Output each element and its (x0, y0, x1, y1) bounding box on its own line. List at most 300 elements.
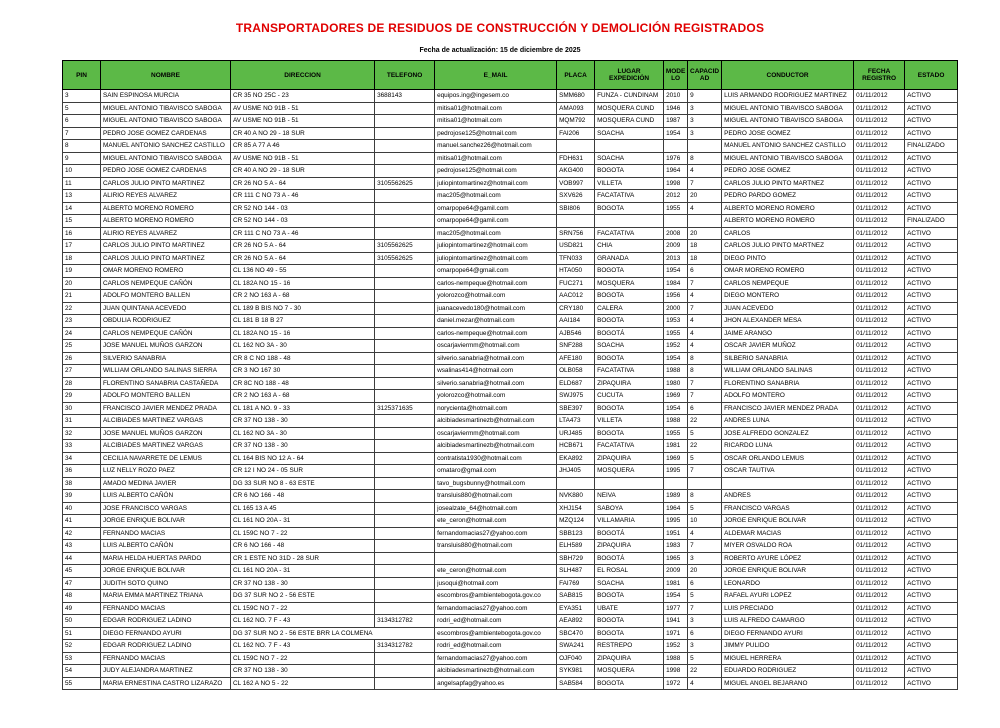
cell-fecha-registro: 01/11/2012 (854, 565, 905, 578)
cell-pin: 41 (63, 515, 101, 528)
cell-estado: ACTIVO (905, 315, 958, 328)
cell-fecha-registro: 01/11/2012 (854, 127, 905, 140)
cell-email: rodri_ed@hotmail.com (435, 615, 557, 628)
cell-pin: 28 (63, 377, 101, 390)
cell-estado: ACTIVO (905, 415, 958, 428)
cell-pin: 3 (63, 90, 101, 103)
cell-fecha-registro: 01/11/2012 (854, 302, 905, 315)
table-row (63, 327, 958, 340)
cell-telefono (375, 390, 435, 403)
cell-direccion: CL 159C NO 7 - 22 (231, 527, 375, 540)
cell-nombre: FLORENTINO SANABRIA CASTAÑEDA (101, 377, 231, 390)
cell-estado: ACTIVO (905, 627, 958, 640)
cell-telefono (375, 477, 435, 490)
cell-telefono: 3688143 (375, 90, 435, 103)
cell-modelo: 1981 (664, 577, 688, 590)
cell-estado: ACTIVO (905, 190, 958, 203)
cell-lugar-expedicion: BOGOTA (595, 290, 664, 303)
cell-telefono: 3105562625 (375, 252, 435, 265)
cell-placa (557, 215, 595, 228)
cell-placa: SAB584 (557, 677, 595, 690)
cell-conductor: ALBERTO MORENO ROMERO (722, 215, 854, 228)
cell-modelo: 1998 (664, 177, 688, 190)
cell-nombre: EDGAR RODRIGUEZ LADINO (101, 640, 231, 653)
table-row (63, 477, 958, 490)
cell-conductor: LUIS PRECIADO (722, 602, 854, 615)
cell-lugar-expedicion: BOGOTA (595, 265, 664, 278)
cell-pin: 11 (63, 177, 101, 190)
cell-direccion: CR 40 A NO 29 - 18 SUR (231, 127, 375, 140)
cell-pin: 13 (63, 190, 101, 203)
cell-placa: SBB123 (557, 527, 595, 540)
cell-direccion: CL 162 NO. 7 F - 43 (231, 615, 375, 628)
cell-conductor: DIEGO FERNANDO AYURI (722, 627, 854, 640)
cell-email (435, 552, 557, 565)
cell-conductor: FRANCISCO JAVIER MENDEZ PRADA (722, 402, 854, 415)
cell-nombre: MANUEL ANTONIO SANCHEZ CASTILLO (101, 140, 231, 153)
cell-pin: 43 (63, 540, 101, 553)
cell-telefono (375, 565, 435, 578)
cell-nombre: ALIRIO REYES ALVAREZ (101, 227, 231, 240)
cell-direccion: CR 37 NO 138 - 30 (231, 577, 375, 590)
cell-pin: 8 (63, 140, 101, 153)
cell-direccion: CR 12 I NO 24 - 05 SUR (231, 465, 375, 478)
cell-conductor: OMAR MORENO ROMERO (722, 265, 854, 278)
cell-pin: 31 (63, 415, 101, 428)
cell-pin: 39 (63, 490, 101, 503)
cell-telefono (375, 415, 435, 428)
cell-direccion: DG 37 SUR NO 2 - 56 ESTE BRR LA COLMENA (231, 627, 375, 640)
cell-modelo: 1976 (664, 152, 688, 165)
cell-email: juliopintomartinez@hotmail.com (435, 177, 557, 190)
cell-capacidad: 20 (688, 227, 722, 240)
cell-pin: 10 (63, 165, 101, 178)
cell-nombre: JOSE MANUEL MUÑOS GARZON (101, 340, 231, 353)
cell-lugar-expedicion: VILLETA (595, 177, 664, 190)
table-row (63, 390, 958, 403)
table-row (63, 252, 958, 265)
cell-email: alcibiadesmartinezb@hotmail.com (435, 440, 557, 453)
cell-conductor: MIGUEL HERRERA (722, 652, 854, 665)
cell-lugar-expedicion: UBATE (595, 602, 664, 615)
cell-telefono (375, 352, 435, 365)
cell-modelo: 1995 (664, 465, 688, 478)
cell-placa: VOB997 (557, 177, 595, 190)
cell-placa: AMA093 (557, 102, 595, 115)
cell-lugar-expedicion: FACATATIVA (595, 227, 664, 240)
cell-estado: ACTIVO (905, 327, 958, 340)
column-header-direccion: DIRECCION (231, 61, 375, 90)
cell-telefono (375, 102, 435, 115)
cell-conductor: LUIS ARMANDO RODRIGUEZ MARTINEZ (722, 90, 854, 103)
cell-estado: ACTIVO (905, 102, 958, 115)
cell-capacidad: 22 (688, 665, 722, 678)
cell-conductor: JHON ALEXANDER MESA (722, 315, 854, 328)
cell-nombre: LUIS ALBERTO CAÑÓN (101, 490, 231, 503)
cell-telefono (375, 215, 435, 228)
cell-capacidad: 7 (688, 465, 722, 478)
cell-pin: 52 (63, 640, 101, 653)
cell-fecha-registro: 01/11/2012 (854, 215, 905, 228)
cell-email: juliopintomartinez@hotmail.com (435, 240, 557, 253)
cell-telefono (375, 140, 435, 153)
cell-telefono (375, 527, 435, 540)
cell-estado: ACTIVO (905, 352, 958, 365)
cell-modelo: 2013 (664, 252, 688, 265)
table-row (63, 415, 958, 428)
cell-telefono (375, 115, 435, 128)
cell-conductor: JUAN ACEVEDO (722, 302, 854, 315)
cell-modelo: 1946 (664, 102, 688, 115)
cell-direccion: CL 182A NO 15 - 16 (231, 277, 375, 290)
cell-email: norycienta@hotmail.com (435, 402, 557, 415)
cell-direccion: CR 2 NO 163 A - 68 (231, 390, 375, 403)
cell-estado: ACTIVO (905, 402, 958, 415)
cell-pin: 47 (63, 577, 101, 590)
cell-fecha-registro: 01/11/2012 (854, 602, 905, 615)
cell-email: silverio.sanabria@hotmail.com (435, 352, 557, 365)
cell-placa: XHJ154 (557, 502, 595, 515)
column-header-capacidad: CAPACIDAD (688, 61, 722, 90)
cell-capacidad (688, 140, 722, 153)
cell-nombre: JORGE ENRIQUE BOLIVAR (101, 515, 231, 528)
cell-email: carlos-nempeque@hotmail.com (435, 277, 557, 290)
cell-estado: ACTIVO (905, 90, 958, 103)
table-row (63, 240, 958, 253)
cell-modelo: 1971 (664, 627, 688, 640)
cell-pin: 14 (63, 202, 101, 215)
table-row (63, 640, 958, 653)
cell-estado: ACTIVO (905, 277, 958, 290)
cell-direccion: CR 35 NO 25C - 23 (231, 90, 375, 103)
cell-estado: ACTIVO (905, 390, 958, 403)
table-row (63, 115, 958, 128)
cell-lugar-expedicion: BOGOTA (595, 627, 664, 640)
cell-capacidad: 4 (688, 165, 722, 178)
cell-fecha-registro: 01/11/2012 (854, 152, 905, 165)
table-row (63, 652, 958, 665)
cell-conductor: JORGE ENRIQUE BOLIVAR (722, 515, 854, 528)
cell-fecha-registro: 01/11/2012 (854, 277, 905, 290)
cell-pin: 42 (63, 527, 101, 540)
cell-placa: MZQ124 (557, 515, 595, 528)
cell-telefono (375, 427, 435, 440)
cell-conductor: MIGUEL ANTONIO TIBAVISCO SABOGA (722, 102, 854, 115)
cell-estado: ACTIVO (905, 265, 958, 278)
cell-lugar-expedicion: BOGOTA (595, 615, 664, 628)
cell-modelo: 1954 (664, 127, 688, 140)
cell-lugar-expedicion: BOGOTA (595, 352, 664, 365)
cell-lugar-expedicion: NEIVA (595, 490, 664, 503)
column-header-estado: ESTADO (905, 61, 958, 90)
cell-nombre: CARLOS JULIO PINTO MARTINEZ (101, 177, 231, 190)
cell-telefono (375, 665, 435, 678)
cell-nombre: JUDITH SOTO QUINO (101, 577, 231, 590)
cell-estado: FINALIZADO (905, 140, 958, 153)
cell-direccion: CR 52 NO 144 - 03 (231, 215, 375, 228)
cell-conductor: OSCAR ORLANDO LEMUS (722, 452, 854, 465)
cell-email: yolorozco@hotmail.com (435, 290, 557, 303)
cell-lugar-expedicion: FACATATIVA (595, 440, 664, 453)
cell-telefono (375, 265, 435, 278)
cell-estado: ACTIVO (905, 665, 958, 678)
cell-conductor: WILLIAM ORLANDO SALINAS (722, 365, 854, 378)
cell-pin: 25 (63, 340, 101, 353)
table-row (63, 502, 958, 515)
column-header-lugar-expedicion: LUGAR EXPEDICIÓN (595, 61, 664, 90)
cell-conductor: RAFAEL AYURI LOPEZ (722, 590, 854, 603)
cell-conductor: LEONARDO (722, 577, 854, 590)
table-row (63, 440, 958, 453)
cell-email: pedrojose125@hotmail.com (435, 127, 557, 140)
cell-lugar-expedicion: ZIPAQUIRA (595, 540, 664, 553)
cell-telefono (375, 590, 435, 603)
table-row (63, 177, 958, 190)
cell-email: alcibiadesmartinezb@hotmail.com (435, 415, 557, 428)
cell-capacidad: 3 (688, 102, 722, 115)
cell-capacidad: 7 (688, 540, 722, 553)
cell-telefono (375, 302, 435, 315)
cell-telefono (375, 577, 435, 590)
cell-telefono (375, 127, 435, 140)
cell-capacidad: 4 (688, 527, 722, 540)
cell-placa: SRN756 (557, 227, 595, 240)
cell-estado: ACTIVO (905, 202, 958, 215)
cell-email: mac205@hotmail.com (435, 190, 557, 203)
cell-placa: SWJ975 (557, 390, 595, 403)
cell-lugar-expedicion: SOACHA (595, 127, 664, 140)
cell-fecha-registro: 01/11/2012 (854, 490, 905, 503)
table-row (63, 340, 958, 353)
cell-modelo: 2008 (664, 227, 688, 240)
cell-fecha-registro: 01/11/2012 (854, 427, 905, 440)
cell-direccion: CL 162 NO 3A - 30 (231, 427, 375, 440)
cell-conductor: JOSE ALFREDO GONZALEZ (722, 427, 854, 440)
table-row (63, 352, 958, 365)
cell-lugar-expedicion: CHIA (595, 240, 664, 253)
cell-fecha-registro: 01/11/2012 (854, 90, 905, 103)
cell-lugar-expedicion: BOGOTA (595, 677, 664, 690)
cell-lugar-expedicion: RESTREPO (595, 640, 664, 653)
table-header (63, 61, 958, 90)
column-header-pin: PIN (63, 61, 101, 90)
cell-email: yolorozco@hotmail.com (435, 390, 557, 403)
header-row (63, 61, 958, 90)
cell-email: manuel.sanchez26@hotmail.com (435, 140, 557, 153)
cell-pin: 29 (63, 390, 101, 403)
cell-telefono (375, 652, 435, 665)
cell-pin: 33 (63, 440, 101, 453)
cell-fecha-registro: 01/11/2012 (854, 415, 905, 428)
cell-modelo: 1952 (664, 640, 688, 653)
cell-placa: AFE180 (557, 352, 595, 365)
cell-nombre: PEDRO JOSE GOMEZ CARDENAS (101, 165, 231, 178)
cell-estado: FINALIZADO (905, 215, 958, 228)
cell-direccion: CR 6 NO 166 - 48 (231, 490, 375, 503)
table-row (63, 290, 958, 303)
cell-direccion: CR 40 A NO 29 - 18 SUR (231, 165, 375, 178)
table-row (63, 227, 958, 240)
cell-email: transluis880@hotmail.com (435, 490, 557, 503)
cell-pin: 23 (63, 315, 101, 328)
column-header-modelo: MODELO (664, 61, 688, 90)
cell-pin: 38 (63, 477, 101, 490)
cell-estado: ACTIVO (905, 565, 958, 578)
cell-pin: 5 (63, 102, 101, 115)
cell-placa: AJB546 (557, 327, 595, 340)
cell-nombre: ALBERTO MORENO ROMERO (101, 202, 231, 215)
cell-estado: ACTIVO (905, 340, 958, 353)
cell-fecha-registro: 01/11/2012 (854, 252, 905, 265)
cell-modelo: 1998 (664, 665, 688, 678)
cell-email: oscarjaviermm@hotmail.com (435, 427, 557, 440)
cell-nombre: OMAR MORENO ROMERO (101, 265, 231, 278)
cell-email: tavo_bugsbunny@hotmail.com (435, 477, 557, 490)
cell-estado: ACTIVO (905, 652, 958, 665)
cell-estado: ACTIVO (905, 427, 958, 440)
cell-pin: 48 (63, 590, 101, 603)
cell-estado: ACTIVO (905, 252, 958, 265)
cell-email: oscarjaviermm@hotmail.com (435, 340, 557, 353)
cell-email: contratista1930@hotmail.com (435, 452, 557, 465)
cell-pin: 18 (63, 252, 101, 265)
cell-direccion: CL 161 NO 20A - 31 (231, 515, 375, 528)
cell-email: mitisa01@hotmail.com (435, 102, 557, 115)
column-header-telefono: TELEFONO (375, 61, 435, 90)
cell-fecha-registro: 01/11/2012 (854, 552, 905, 565)
cell-lugar-expedicion: FACATATIVA (595, 190, 664, 203)
cell-capacidad: 10 (688, 515, 722, 528)
cell-telefono (375, 165, 435, 178)
cell-conductor: ALBERTO MORENO ROMERO (722, 202, 854, 215)
table-row (63, 565, 958, 578)
cell-modelo: 1972 (664, 677, 688, 690)
cell-fecha-registro: 01/11/2012 (854, 590, 905, 603)
cell-direccion: CR 6 NO 166 - 48 (231, 540, 375, 553)
table-row (63, 265, 958, 278)
cell-fecha-registro: 01/11/2012 (854, 515, 905, 528)
cell-email: juanacevedo180@hotmail.com (435, 302, 557, 315)
cell-placa: FAI769 (557, 577, 595, 590)
cell-lugar-expedicion: SOACHA (595, 152, 664, 165)
cell-email: fernandomacias27@yahoo.com (435, 652, 557, 665)
cell-capacidad: 7 (688, 277, 722, 290)
cell-telefono (375, 515, 435, 528)
cell-nombre: CECILIA NAVARRETE DE LEMUS (101, 452, 231, 465)
cell-placa: ELH589 (557, 540, 595, 553)
cell-modelo: 2010 (664, 90, 688, 103)
cell-fecha-registro: 01/11/2012 (854, 140, 905, 153)
cell-telefono: 3105562625 (375, 240, 435, 253)
cell-placa: HCB671 (557, 440, 595, 453)
cell-fecha-registro: 01/11/2012 (854, 677, 905, 690)
cell-lugar-expedicion: BOGOTÁ (595, 552, 664, 565)
cell-capacidad: 5 (688, 452, 722, 465)
cell-direccion: CR 26 NO 5 A - 64 (231, 240, 375, 253)
cell-capacidad: 6 (688, 577, 722, 590)
cell-modelo: 1987 (664, 115, 688, 128)
cell-estado: ACTIVO (905, 240, 958, 253)
cell-nombre: MIGUEL ANTONIO TIBAVISCO SABOGA (101, 152, 231, 165)
cell-placa: SBH729 (557, 552, 595, 565)
cell-email: mitisa01@hotmail.com (435, 115, 557, 128)
cell-capacidad: 18 (688, 240, 722, 253)
cell-lugar-expedicion: GRANADA (595, 252, 664, 265)
cell-estado: ACTIVO (905, 127, 958, 140)
cell-direccion: CL 161 NO 20A - 31 (231, 565, 375, 578)
cell-direccion: CR 26 NO 5 A - 64 (231, 177, 375, 190)
cell-lugar-expedicion: ZIPAQUIRA (595, 377, 664, 390)
table-body (63, 90, 958, 690)
cell-fecha-registro: 01/11/2012 (854, 465, 905, 478)
cell-nombre: DIEGO FERNANDO AYURI (101, 627, 231, 640)
cell-conductor: RICARDO LUNA (722, 440, 854, 453)
cell-estado: ACTIVO (905, 365, 958, 378)
cell-fecha-registro: 01/11/2012 (854, 627, 905, 640)
cell-telefono (375, 365, 435, 378)
cell-direccion: CR 111 C NO 73 A - 46 (231, 227, 375, 240)
cell-email: wsalinas414@hotmail.com (435, 365, 557, 378)
table-row (63, 515, 958, 528)
cell-telefono (375, 465, 435, 478)
cell-fecha-registro: 01/11/2012 (854, 115, 905, 128)
cell-conductor: JAIME ARANGO (722, 327, 854, 340)
cell-placa: LTA473 (557, 415, 595, 428)
cell-fecha-registro: 01/11/2012 (854, 265, 905, 278)
cell-nombre: ALCIBIADES MARTINEZ VARGAS (101, 415, 231, 428)
cell-direccion: CL 164 BIS NO 12 A - 64 (231, 452, 375, 465)
cell-telefono (375, 227, 435, 240)
cell-email: daniel.mezar@hotmail.com (435, 315, 557, 328)
cell-pin: 45 (63, 565, 101, 578)
cell-conductor: DIEGO PINTO (722, 252, 854, 265)
cell-modelo: 2009 (664, 565, 688, 578)
cell-lugar-expedicion: BOGOTA (595, 402, 664, 415)
cell-estado: ACTIVO (905, 640, 958, 653)
table-row (63, 627, 958, 640)
cell-capacidad: 5 (688, 502, 722, 515)
cell-conductor: DIEGO MONTERO (722, 290, 854, 303)
cell-modelo (664, 140, 688, 153)
cell-direccion: AV USME NO 91B - 51 (231, 102, 375, 115)
cell-fecha-registro: 01/11/2012 (854, 452, 905, 465)
cell-modelo: 1954 (664, 590, 688, 603)
cell-telefono: 3105562625 (375, 177, 435, 190)
cell-capacidad: 7 (688, 177, 722, 190)
table-row (63, 540, 958, 553)
cell-conductor: OSCAR JAVIER MUÑOZ (722, 340, 854, 353)
cell-placa: SNF288 (557, 340, 595, 353)
column-header-email: E_MAIL (435, 61, 557, 90)
cell-placa: ELD687 (557, 377, 595, 390)
cell-lugar-expedicion: BOGOTA (595, 315, 664, 328)
cell-nombre: JOSE FRANCISCO VARGAS (101, 502, 231, 515)
cell-lugar-expedicion: BOGOTA (595, 202, 664, 215)
cell-pin: 7 (63, 127, 101, 140)
cell-nombre: JORGE ENRIQUE BOLIVAR (101, 565, 231, 578)
cell-nombre: MARIA EMMA MARTINEZ TRIANA (101, 590, 231, 603)
cell-fecha-registro: 01/11/2012 (854, 502, 905, 515)
table-row (63, 402, 958, 415)
cell-modelo: 1955 (664, 202, 688, 215)
cell-placa: NVK880 (557, 490, 595, 503)
cell-modelo: 1964 (664, 502, 688, 515)
table-row (63, 165, 958, 178)
column-header-conductor: CONDUCTOR (722, 61, 854, 90)
cell-lugar-expedicion: BOGOTÁ (595, 527, 664, 540)
cell-placa: SBC470 (557, 627, 595, 640)
cell-telefono (375, 277, 435, 290)
